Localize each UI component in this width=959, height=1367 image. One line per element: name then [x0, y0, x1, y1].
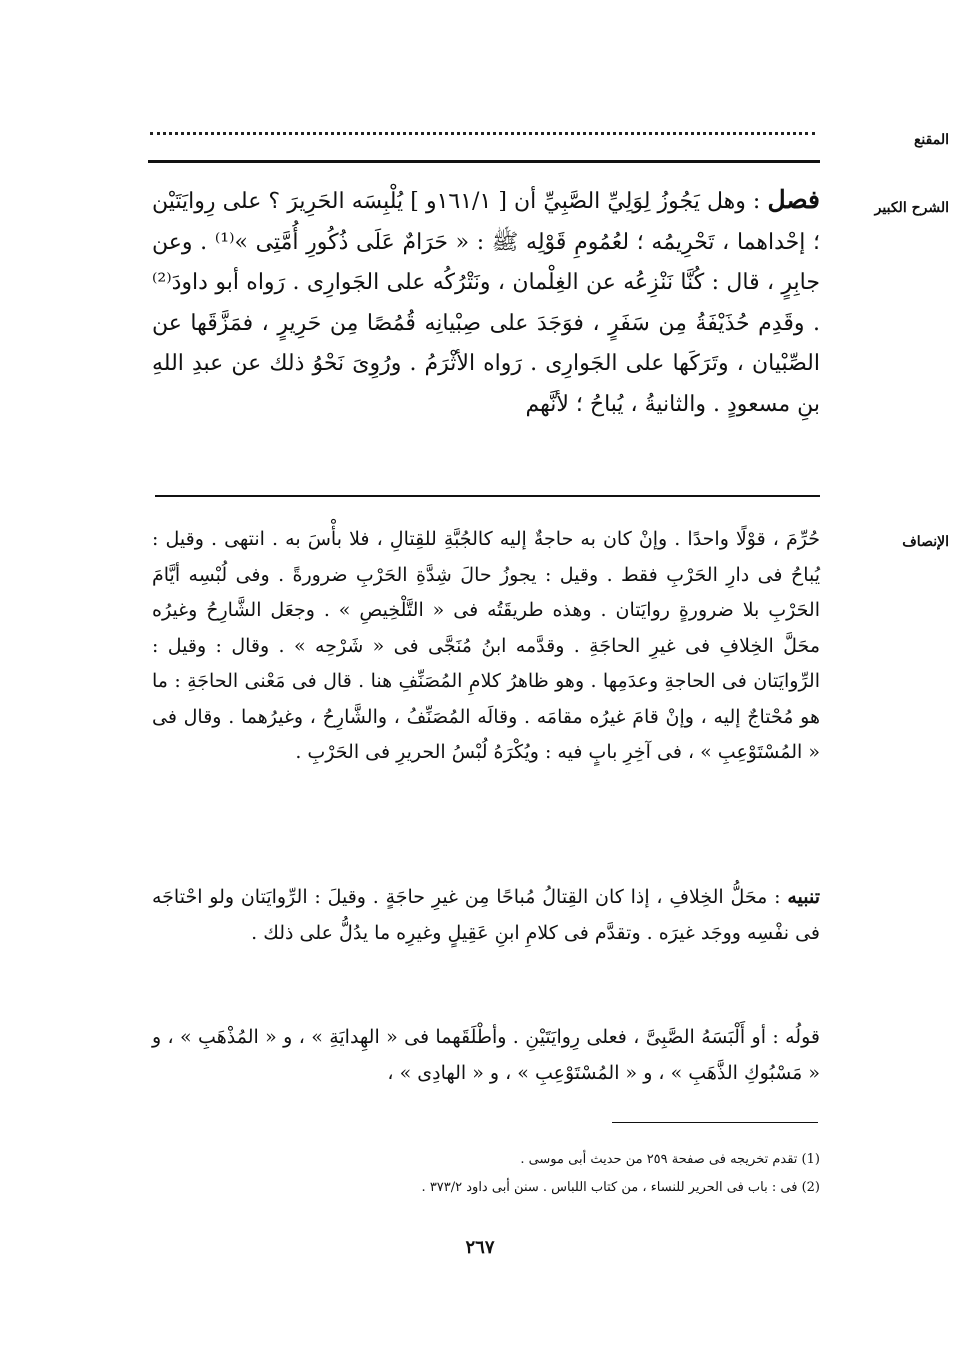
insaf-paragraph-1: حُرِّمَ ، قوْلًا واحدًا . وإنْ كان به حاجةٌ إليه كالجُبَّةِ للقِتالِ ، فلا بأْسَ به . انتهى . وقيل : يُباحُ فى دارِ الحَرْبِ فقط . وقيل : يجوزُ حالَ شِدَّةِ الحَرْبِ ضرورةً . وفى لُبْسِه أيَّامَ الحَرْبِ بلا ضرورةٍ روايَتان . وهذه طريقَتُه فى « التَّلْخِيصِ » . وجعَل الشَّارِحُ وغيرُه محَلَّ الخِلافِ فى غيرِ الحاجَةِ . وقدَّمه ابنُ مُنَجَّى فى « شَرْحِه » . وقال : وقيل : الرِّوايَتان فى الحاجةِ وعدَمِها . وهو ظاهرُ كلامِ المُصَنِّفِ هنا . قال فى مَعْنى الحاجَةِ : ما هو مُحْتاجٌ إليه ، وإنْ قامَ غيرُه مقامَه . وقالَه المُصَنِّفُ ، والشَّارِحُ ، وغيرُهما . وقال فى « المُسْتَوْعِبِ » ، فى آخِرِ بابٍ فيه : ويُكْرَهُ لُبْسُ الحريرِ فى الحَرْبِ . [152, 528, 820, 763]
book-title: المقنع [913, 132, 949, 148]
section-divider [155, 495, 820, 497]
footnote-2: (2) فى : باب فى الحرير للنساء ، من كتاب اللباس . سنن أبى داود ٣٧٣/٢ . [421, 1180, 820, 1195]
page-number: ٢٦٧ [465, 1237, 495, 1258]
header-dotted-line [150, 118, 815, 135]
insaf-paragraph-2 [152, 880, 820, 951]
insaf-paragraph-3: قولُه : أو أَلْبَسَهُ الصَّبِىَّ ، فعلى رِوايَتَيْنِ . وأطْلَقَهما فى « الهِدايَةِ » ، و « المُذْهَبِ » ، و « مَسْبُوكِ الذَّهَبِ » ، و « المُسْتَوْعِبِ » ، و « الهادِى » ، [152, 1026, 820, 1084]
tanbih-body: : محَلُّ الخِلافِ ، إذا كان القِتالُ مُباحًا مِن غيرِ حاجَةٍ . وقيلَ : الرِّوايَتان ولو احْتاجَه فى نفْسِه ووجَد غيرَه . وتقدَّم فى كلامِ ابنِ عَقِيلٍ وغيرِه ما يدُلُّ على ذلك . [152, 886, 820, 944]
footnote-rule [612, 1122, 818, 1123]
sharh-text [152, 180, 820, 425]
footnote-1: (1) تقدم تخريجه فى صفحة ٢٥٩ من حديث أبى موسى . [520, 1152, 820, 1167]
sharh-body: : وهل يَجُوزُ لِوَلِيِّ الصَّبِيِّ أن [ ١٦١/١و ] يُلْبِسَه الحَرِيرَ ؟ على رِوايَتَيْن ؛ إحْداهما ، تَحْرِيمُه ؛ لعُمُومِ قَوْلِه ﷺ : « حَرَامٌ عَلَى ذُكُورِ أُمَّتِى »⁽¹⁾ . وعن جابِرٍ ، قال : كُنَّا نَنْزِعُه عن الغِلْمان ، ونَتْرُكُه على الجَوارِى . رَواه أبو داودَ⁽²⁾ . وقَدِم حُذَيْفَةُ مِن سَفَرٍ ، فوَجَدَ على صِبْيانِه قُمُصًا مِن حَرِيرٍ ، فمَزَّقَها عن الصِّبْيان ، وتَرَكَها على الجَوارِى . رَواه الأثْرَمُ . ورُوِىَ نَحْوُ ذلك عن عبدِ اللهِ بنِ مسعودٍ . والثانيةُ ، يُباحُ ؛ لأنَّهم [152, 189, 820, 417]
header-rule [148, 160, 820, 163]
section-label-sharh: الشرح الكبير [874, 200, 949, 216]
section-label-insaf: الإنصاف [902, 534, 949, 550]
fasl-heading: فصل [767, 185, 821, 214]
tanbih-label: تنبيه [787, 886, 820, 908]
